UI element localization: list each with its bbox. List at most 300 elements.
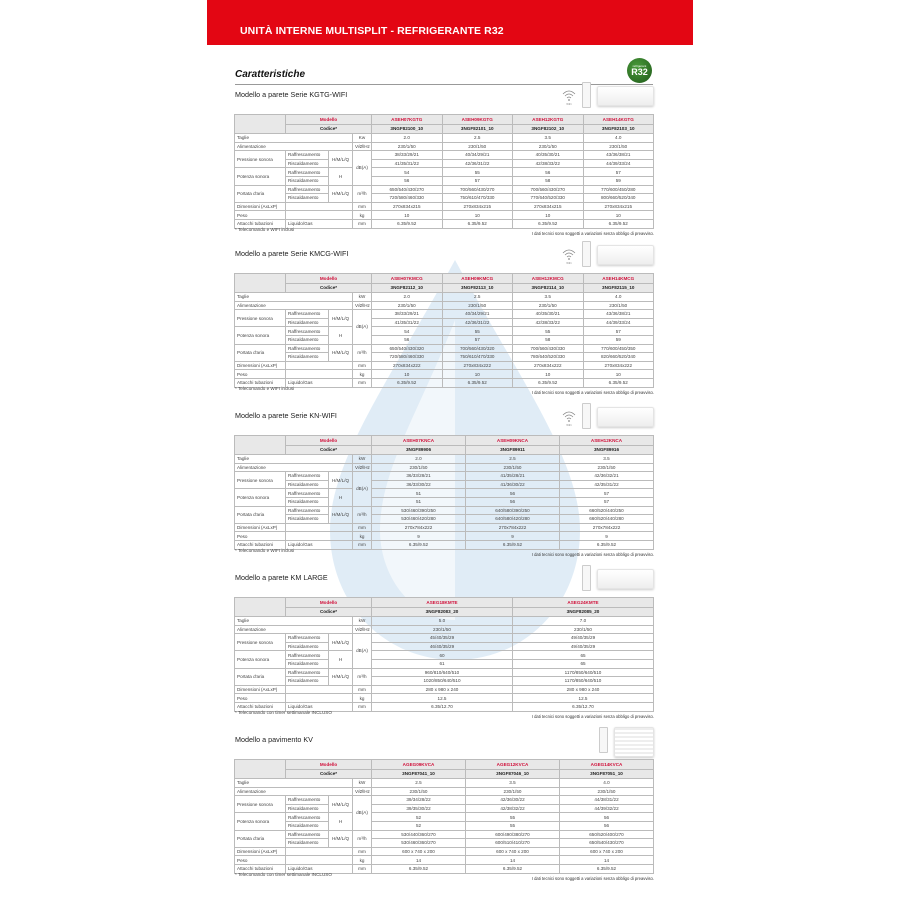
cell-value: 57: [442, 176, 513, 185]
table-row: [235, 779, 654, 788]
cell-value: 230/1/50: [372, 142, 443, 151]
code-row: [235, 445, 654, 455]
cell-value: 3.5: [513, 293, 584, 302]
table-row: [235, 293, 654, 302]
cell-value: 57: [560, 489, 654, 498]
cell-value: 640/580/390/250: [466, 506, 560, 515]
r32-badge-logo: refrigerant R32: [627, 58, 652, 83]
table-row: [235, 651, 654, 660]
cell-value: 42/38/32/22: [466, 804, 560, 813]
cell-value: 700/560/430/270: [513, 185, 584, 194]
product-code: 3NGF89916: [560, 445, 654, 455]
cell-value: 3.5: [513, 134, 584, 143]
row-label: Taglie: [235, 779, 353, 788]
cell-value: 41/35/31/22: [372, 318, 443, 327]
disclaimer: I dati tecnici sono soggetti a variazioni senza obbligo di preavviso.: [531, 876, 654, 881]
table-row: [235, 659, 654, 668]
section-title: Modello a parete KM LARGE: [235, 573, 328, 582]
speed-label: H/M/L/Q: [329, 506, 353, 523]
speed-label: H: [329, 168, 353, 185]
cell-value: 40/34/29/21: [442, 310, 513, 319]
row-label: Pressione sonora: [235, 310, 286, 327]
unit-label: kW: [353, 293, 372, 302]
spec-table: [234, 435, 654, 550]
cell-value: 270x834x222: [442, 361, 513, 370]
cell-value: 650/540/430/270: [372, 185, 443, 194]
cell-value: 56: [560, 813, 654, 822]
cell-value: 720/580/460/330: [372, 194, 443, 203]
cell-value: 600/510/410/270: [466, 839, 560, 848]
blank-cell: [286, 856, 353, 865]
sub-label: Liquido/Gas: [286, 378, 353, 387]
cell-value: 6.35/9.52: [560, 864, 654, 873]
cell-value: 3.5: [466, 779, 560, 788]
cell-value: 2.5: [442, 293, 513, 302]
footnote: * Telecomando e WIFI inclusi: [235, 548, 295, 553]
code-row: [235, 607, 654, 617]
blank-cell: [286, 694, 353, 703]
row-label: Alimentazione: [235, 625, 353, 634]
cell-value: 9: [372, 532, 466, 541]
cell-value: 55: [513, 327, 584, 336]
table-row: [235, 497, 654, 506]
mode-label: Raffrescamento: [286, 185, 329, 194]
mode-label: Riscaldamento: [286, 318, 329, 327]
unit-label: mm: [353, 685, 372, 694]
cell-value: 6.35/9.52: [372, 540, 466, 549]
row-label: Pressione sonora: [235, 151, 286, 168]
row-label: Portata d'aria: [235, 506, 286, 523]
header-blank: [235, 436, 286, 455]
product-images: [562, 82, 654, 112]
cell-value: 270x834x215: [583, 202, 654, 211]
row-label: Dimensioni (AxLxP): [235, 202, 286, 211]
code-row: [235, 124, 654, 134]
mode-label: Raffrescamento: [286, 327, 329, 336]
table-row: [235, 455, 654, 464]
row-label: Dimensioni (AxLxP): [235, 361, 286, 370]
cell-value: 6.35/9.52: [513, 378, 584, 387]
codice-label: Codice*: [286, 124, 372, 134]
unit-label: mm: [353, 219, 372, 228]
page-title: UNITÀ INTERNE MULTISPLIT - REFRIGERANTE R32: [240, 25, 504, 37]
model-name: ASEH12KGTG: [513, 115, 584, 125]
model-name: ASEH14KGTG: [583, 115, 654, 125]
product-code: 3NGF82100_10: [372, 124, 443, 134]
cell-value: 58: [513, 335, 584, 344]
cell-value: 56: [560, 821, 654, 830]
cell-value: 41/35/31/22: [372, 159, 443, 168]
cell-value: 55: [466, 813, 560, 822]
speed-label: H: [329, 489, 353, 506]
mode-label: Riscaldamento: [286, 480, 329, 489]
speed-label: H/M/L/Q: [329, 830, 353, 847]
mode-label: Raffrescamento: [286, 813, 329, 822]
row-label: Dimensioni (AxLxP): [235, 523, 286, 532]
table-row: [235, 134, 654, 143]
cell-value: 270x784x222: [466, 523, 560, 532]
mode-label: Raffrescamento: [286, 310, 329, 319]
unit-label: V/Ø/Hz: [353, 301, 372, 310]
table-row: [235, 634, 654, 643]
cell-value: 6.35/9.52: [372, 219, 443, 228]
mode-label: Riscaldamento: [286, 677, 329, 686]
mode-label: Riscaldamento: [286, 804, 329, 813]
row-label: Alimentazione: [235, 463, 353, 472]
cell-value: 600 x 740 x 200: [560, 847, 654, 856]
mode-label: Raffrescamento: [286, 506, 329, 515]
cell-value: 230/1/50: [513, 301, 584, 310]
cell-value: 44/38/31/22: [560, 796, 654, 805]
cell-value: 720/580/460/330: [372, 353, 443, 362]
cell-value: 6.35/9.52: [372, 864, 466, 873]
cell-value: 57: [560, 497, 654, 506]
row-label: Portata d'aria: [235, 830, 286, 847]
table-row: [235, 489, 654, 498]
codice-label: Codice*: [286, 445, 372, 455]
cell-value: 36/33/28/21: [372, 472, 466, 481]
cell-value: 10: [442, 370, 513, 379]
model-name: ASEH09KMCG: [442, 274, 513, 284]
row-label: Peso: [235, 370, 286, 379]
cell-value: 230/1/50: [560, 463, 654, 472]
model-name: ASEH07KMCG: [372, 274, 443, 284]
disclaimer: I dati tecnici sono soggetti a variazioni senza obbligo di preavviso.: [531, 390, 654, 395]
table-row: [235, 506, 654, 515]
row-label: Pressione sonora: [235, 472, 286, 489]
codice-label: Codice*: [286, 283, 372, 293]
cell-value: 650/540/430/320: [372, 344, 443, 353]
cell-value: 65: [513, 651, 654, 660]
unit-label: kg: [353, 370, 372, 379]
table-row: [235, 211, 654, 220]
modello-label: Modello: [286, 598, 372, 608]
mode-label: Riscaldamento: [286, 176, 329, 185]
cell-value: 6.35/9.52: [442, 219, 513, 228]
footnote: * Telecomando con timer settimanale INCLUSO: [235, 710, 332, 715]
cell-value: 38/33/29/21: [372, 151, 443, 160]
product-code: 3NGF82101_10: [442, 124, 513, 134]
unit-label: mm: [353, 702, 372, 711]
cell-value: 230/1/50: [372, 301, 443, 310]
cell-value: 6.35/12.70: [372, 702, 513, 711]
cell-value: 270x834x215: [513, 202, 584, 211]
mode-label: Riscaldamento: [286, 642, 329, 651]
cell-value: 530/460/360/270: [372, 839, 466, 848]
row-label: Peso: [235, 211, 286, 220]
speed-label: H/M/L/Q: [329, 310, 353, 327]
row-label: Alimentazione: [235, 142, 353, 151]
cell-value: 800/660/520/340: [583, 194, 654, 203]
product-images: [562, 241, 654, 271]
sub-label: Liquido/Gas: [286, 702, 353, 711]
cell-value: 10: [583, 211, 654, 220]
table-row: [235, 370, 654, 379]
cell-value: 56: [372, 335, 443, 344]
row-label: Taglie: [235, 134, 353, 143]
speed-label: H/M/L/Q: [329, 634, 353, 651]
cell-value: 280 x 980 x 240: [372, 685, 513, 694]
unit-label: mm: [353, 847, 372, 856]
cell-value: 36/33/30/22: [372, 480, 466, 489]
cell-value: 600 x 740 x 200: [466, 847, 560, 856]
cell-value: 43/36/38/21: [583, 151, 654, 160]
cell-value: 640/580/420/280: [466, 515, 560, 524]
unit-label: dB(A): [353, 634, 372, 668]
unit-label: kg: [353, 532, 372, 541]
sub-label: Liquido/Gas: [286, 864, 353, 873]
cell-value: 1170/850/640/510: [513, 677, 654, 686]
disclaimer: I dati tecnici sono soggetti a variazioni senza obbligo di preavviso.: [531, 552, 654, 557]
codice-label: Codice*: [286, 769, 372, 779]
cell-value: 230/1/50: [513, 142, 584, 151]
cell-value: 57: [442, 335, 513, 344]
table-row: [235, 361, 654, 370]
unit-label: mm: [353, 864, 372, 873]
table-row: [235, 219, 654, 228]
row-label: Attacchi tubazioni: [235, 702, 286, 711]
mode-label: Riscaldamento: [286, 839, 329, 848]
speed-label: H/M/L/Q: [329, 668, 353, 685]
unit-label: V/Ø/Hz: [353, 787, 372, 796]
cell-value: 65: [513, 659, 654, 668]
cell-value: 4.0: [560, 779, 654, 788]
remote-control-image: [582, 82, 591, 108]
cell-value: 6.35/9.52: [583, 219, 654, 228]
unit-label: kg: [353, 694, 372, 703]
unit-label: mm: [353, 540, 372, 549]
cell-value: 51: [372, 497, 466, 506]
cell-value: 750/610/470/330: [442, 353, 513, 362]
row-label: Potenza sonora: [235, 168, 286, 185]
table-row: [235, 310, 654, 319]
product-section: [234, 249, 654, 399]
table-row: [235, 159, 654, 168]
product-code: 3NGF87046_10: [466, 769, 560, 779]
table-row: [235, 787, 654, 796]
row-label: Alimentazione: [235, 301, 353, 310]
cell-value: 2.5: [466, 455, 560, 464]
mode-label: Raffrescamento: [286, 344, 329, 353]
blank-cell: [286, 361, 353, 370]
blank-cell: [286, 211, 353, 220]
table-row: [235, 515, 654, 524]
cell-value: 51: [372, 489, 466, 498]
cell-value: 780/640/520/330: [513, 353, 584, 362]
cell-value: 57: [583, 327, 654, 336]
unit-label: m³/h: [353, 668, 372, 685]
cell-value: 530/460/420/280: [372, 515, 466, 524]
table-row: [235, 540, 654, 549]
table-row: [235, 821, 654, 830]
cell-value: 59: [583, 176, 654, 185]
blank-cell: [286, 685, 353, 694]
product-section: [234, 735, 654, 885]
table-row: [235, 668, 654, 677]
table-row: [235, 176, 654, 185]
cell-value: 6.35/9.52: [372, 378, 443, 387]
cell-value: 42/36/30/22: [466, 796, 560, 805]
row-label: Potenza sonora: [235, 813, 286, 830]
unit-label: m³/h: [353, 830, 372, 847]
cell-value: 10: [372, 370, 443, 379]
product-code: 3NGF82103_10: [583, 124, 654, 134]
row-label: Attacchi tubazioni: [235, 378, 286, 387]
header-blank: [235, 115, 286, 134]
mode-label: Riscaldamento: [286, 194, 329, 203]
codice-label: Codice*: [286, 607, 372, 617]
cell-value: 57: [583, 168, 654, 177]
section-title: Modello a pavimento KV: [235, 735, 313, 744]
product-section: [234, 573, 654, 723]
blank-cell: [286, 370, 353, 379]
spec-table: [234, 114, 654, 229]
cell-value: 230/1/50: [513, 625, 654, 634]
header-row: [235, 598, 654, 608]
cell-value: 55: [442, 168, 513, 177]
cell-value: 5.0: [372, 617, 513, 626]
footnote: * Telecomando e WIFI inclusi: [235, 227, 295, 232]
table-row: [235, 839, 654, 848]
cell-value: 49/40/35/29: [513, 642, 654, 651]
unit-label: kW: [353, 455, 372, 464]
cell-value: 770/600/450/280: [583, 185, 654, 194]
mode-label: Riscaldamento: [286, 497, 329, 506]
speed-label: H/M/L/Q: [329, 344, 353, 361]
cell-value: 12.5: [513, 694, 654, 703]
cell-value: 230/1/50: [442, 301, 513, 310]
header-row: [235, 274, 654, 284]
model-name: ASEH12KNCA: [560, 436, 654, 446]
unit-label: mm: [353, 378, 372, 387]
cell-value: 530/440/360/270: [372, 830, 466, 839]
cell-value: 660/520/440/280: [560, 515, 654, 524]
mode-label: Riscaldamento: [286, 335, 329, 344]
row-label: Attacchi tubazioni: [235, 219, 286, 228]
cell-value: 54: [372, 168, 443, 177]
cell-value: 600/490/380/270: [466, 830, 560, 839]
cell-value: 55: [466, 821, 560, 830]
header-row: [235, 436, 654, 446]
cell-value: 42/35/31/22: [560, 480, 654, 489]
cell-value: 41/36/30/22: [466, 480, 560, 489]
cell-value: 6.35/9.52: [560, 540, 654, 549]
cell-value: 6.35/9.52: [513, 219, 584, 228]
mode-label: Raffrescamento: [286, 472, 329, 481]
remote-control-image: [582, 241, 591, 267]
table-row: [235, 472, 654, 481]
cell-value: 270x834x215: [372, 202, 443, 211]
cell-value: 14: [372, 856, 466, 865]
footnote: * Telecomando con timer settimanale INCLUSO: [235, 872, 332, 877]
cell-value: 40/35/30/21: [513, 310, 584, 319]
product-code: 3NGF82112_10: [372, 283, 443, 293]
cell-value: 42/36/32/21: [560, 472, 654, 481]
unit-label: V/Ø/Hz: [353, 463, 372, 472]
modello-label: Modello: [286, 115, 372, 125]
mode-label: Riscaldamento: [286, 659, 329, 668]
cell-value: 52: [372, 813, 466, 822]
indoor-unit-image: [597, 407, 654, 427]
unit-label: kg: [353, 211, 372, 220]
speed-label: H/M/L/Q: [329, 151, 353, 168]
cell-value: 42/36/31/22: [442, 318, 513, 327]
remote-control-image: [599, 727, 608, 753]
code-row: [235, 283, 654, 293]
mode-label: Raffrescamento: [286, 668, 329, 677]
table-row: [235, 830, 654, 839]
table-row: [235, 378, 654, 387]
cell-value: 2.0: [372, 134, 443, 143]
table-row: [235, 168, 654, 177]
cell-value: 2.0: [372, 293, 443, 302]
unit-label: dB(A): [353, 151, 372, 185]
product-images: [599, 727, 654, 757]
product-code: 3NGF82113_10: [442, 283, 513, 293]
mode-label: Raffrescamento: [286, 830, 329, 839]
spec-table: [234, 273, 654, 388]
unit-label: kW: [353, 779, 372, 788]
cell-value: 56: [466, 497, 560, 506]
cell-value: 270x834x222: [513, 361, 584, 370]
indoor-unit-image: [614, 727, 654, 757]
cell-value: 39/34/28/22: [372, 796, 466, 805]
cell-value: 42/38/33/22: [513, 318, 584, 327]
cell-value: 59: [583, 335, 654, 344]
cell-value: 7.0: [513, 617, 654, 626]
row-label: Attacchi tubazioni: [235, 864, 286, 873]
row-label: Pressione sonora: [235, 796, 286, 813]
model-name: AGEG12KVCA: [466, 760, 560, 770]
row-label: Dimensioni (AxLxP): [235, 847, 286, 856]
cell-value: 700/560/430/330: [513, 344, 584, 353]
cell-value: 4.0: [583, 293, 654, 302]
cell-value: 230/1/50: [583, 301, 654, 310]
model-name: AGEG14KVCA: [560, 760, 654, 770]
row-label: Potenza sonora: [235, 327, 286, 344]
row-label: Taglie: [235, 293, 353, 302]
speed-label: H: [329, 813, 353, 830]
unit-label: dB(A): [353, 472, 372, 506]
cell-value: 9: [466, 532, 560, 541]
table-row: [235, 796, 654, 805]
product-code: 3NGF87041_10: [372, 769, 466, 779]
header-band: [207, 0, 693, 45]
model-name: ASEH07KGTG: [372, 115, 443, 125]
blank-cell: [286, 523, 353, 532]
footnote: * Telecomando e WIFI inclusi: [235, 386, 295, 391]
wifi-icon: [562, 88, 576, 106]
cell-value: 40/34/29/21: [442, 151, 513, 160]
cell-value: 56: [466, 489, 560, 498]
cell-value: 530/460/390/250: [372, 506, 466, 515]
table-row: [235, 847, 654, 856]
remote-control-image: [582, 565, 591, 591]
cell-value: 12.5: [372, 694, 513, 703]
mode-label: Raffrescamento: [286, 796, 329, 805]
row-label: Portata d'aria: [235, 668, 286, 685]
section-heading: Caratteristiche: [235, 69, 306, 80]
header-row: [235, 115, 654, 125]
cell-value: 10: [583, 370, 654, 379]
unit-label: mm: [353, 361, 372, 370]
indoor-unit-image: [597, 245, 654, 265]
cell-value: 1020/850/640/510: [372, 677, 513, 686]
table-row: [235, 151, 654, 160]
row-label: Alimentazione: [235, 787, 353, 796]
disclaimer: I dati tecnici sono soggetti a variazioni senza obbligo di preavviso.: [531, 231, 654, 236]
row-label: Peso: [235, 532, 286, 541]
